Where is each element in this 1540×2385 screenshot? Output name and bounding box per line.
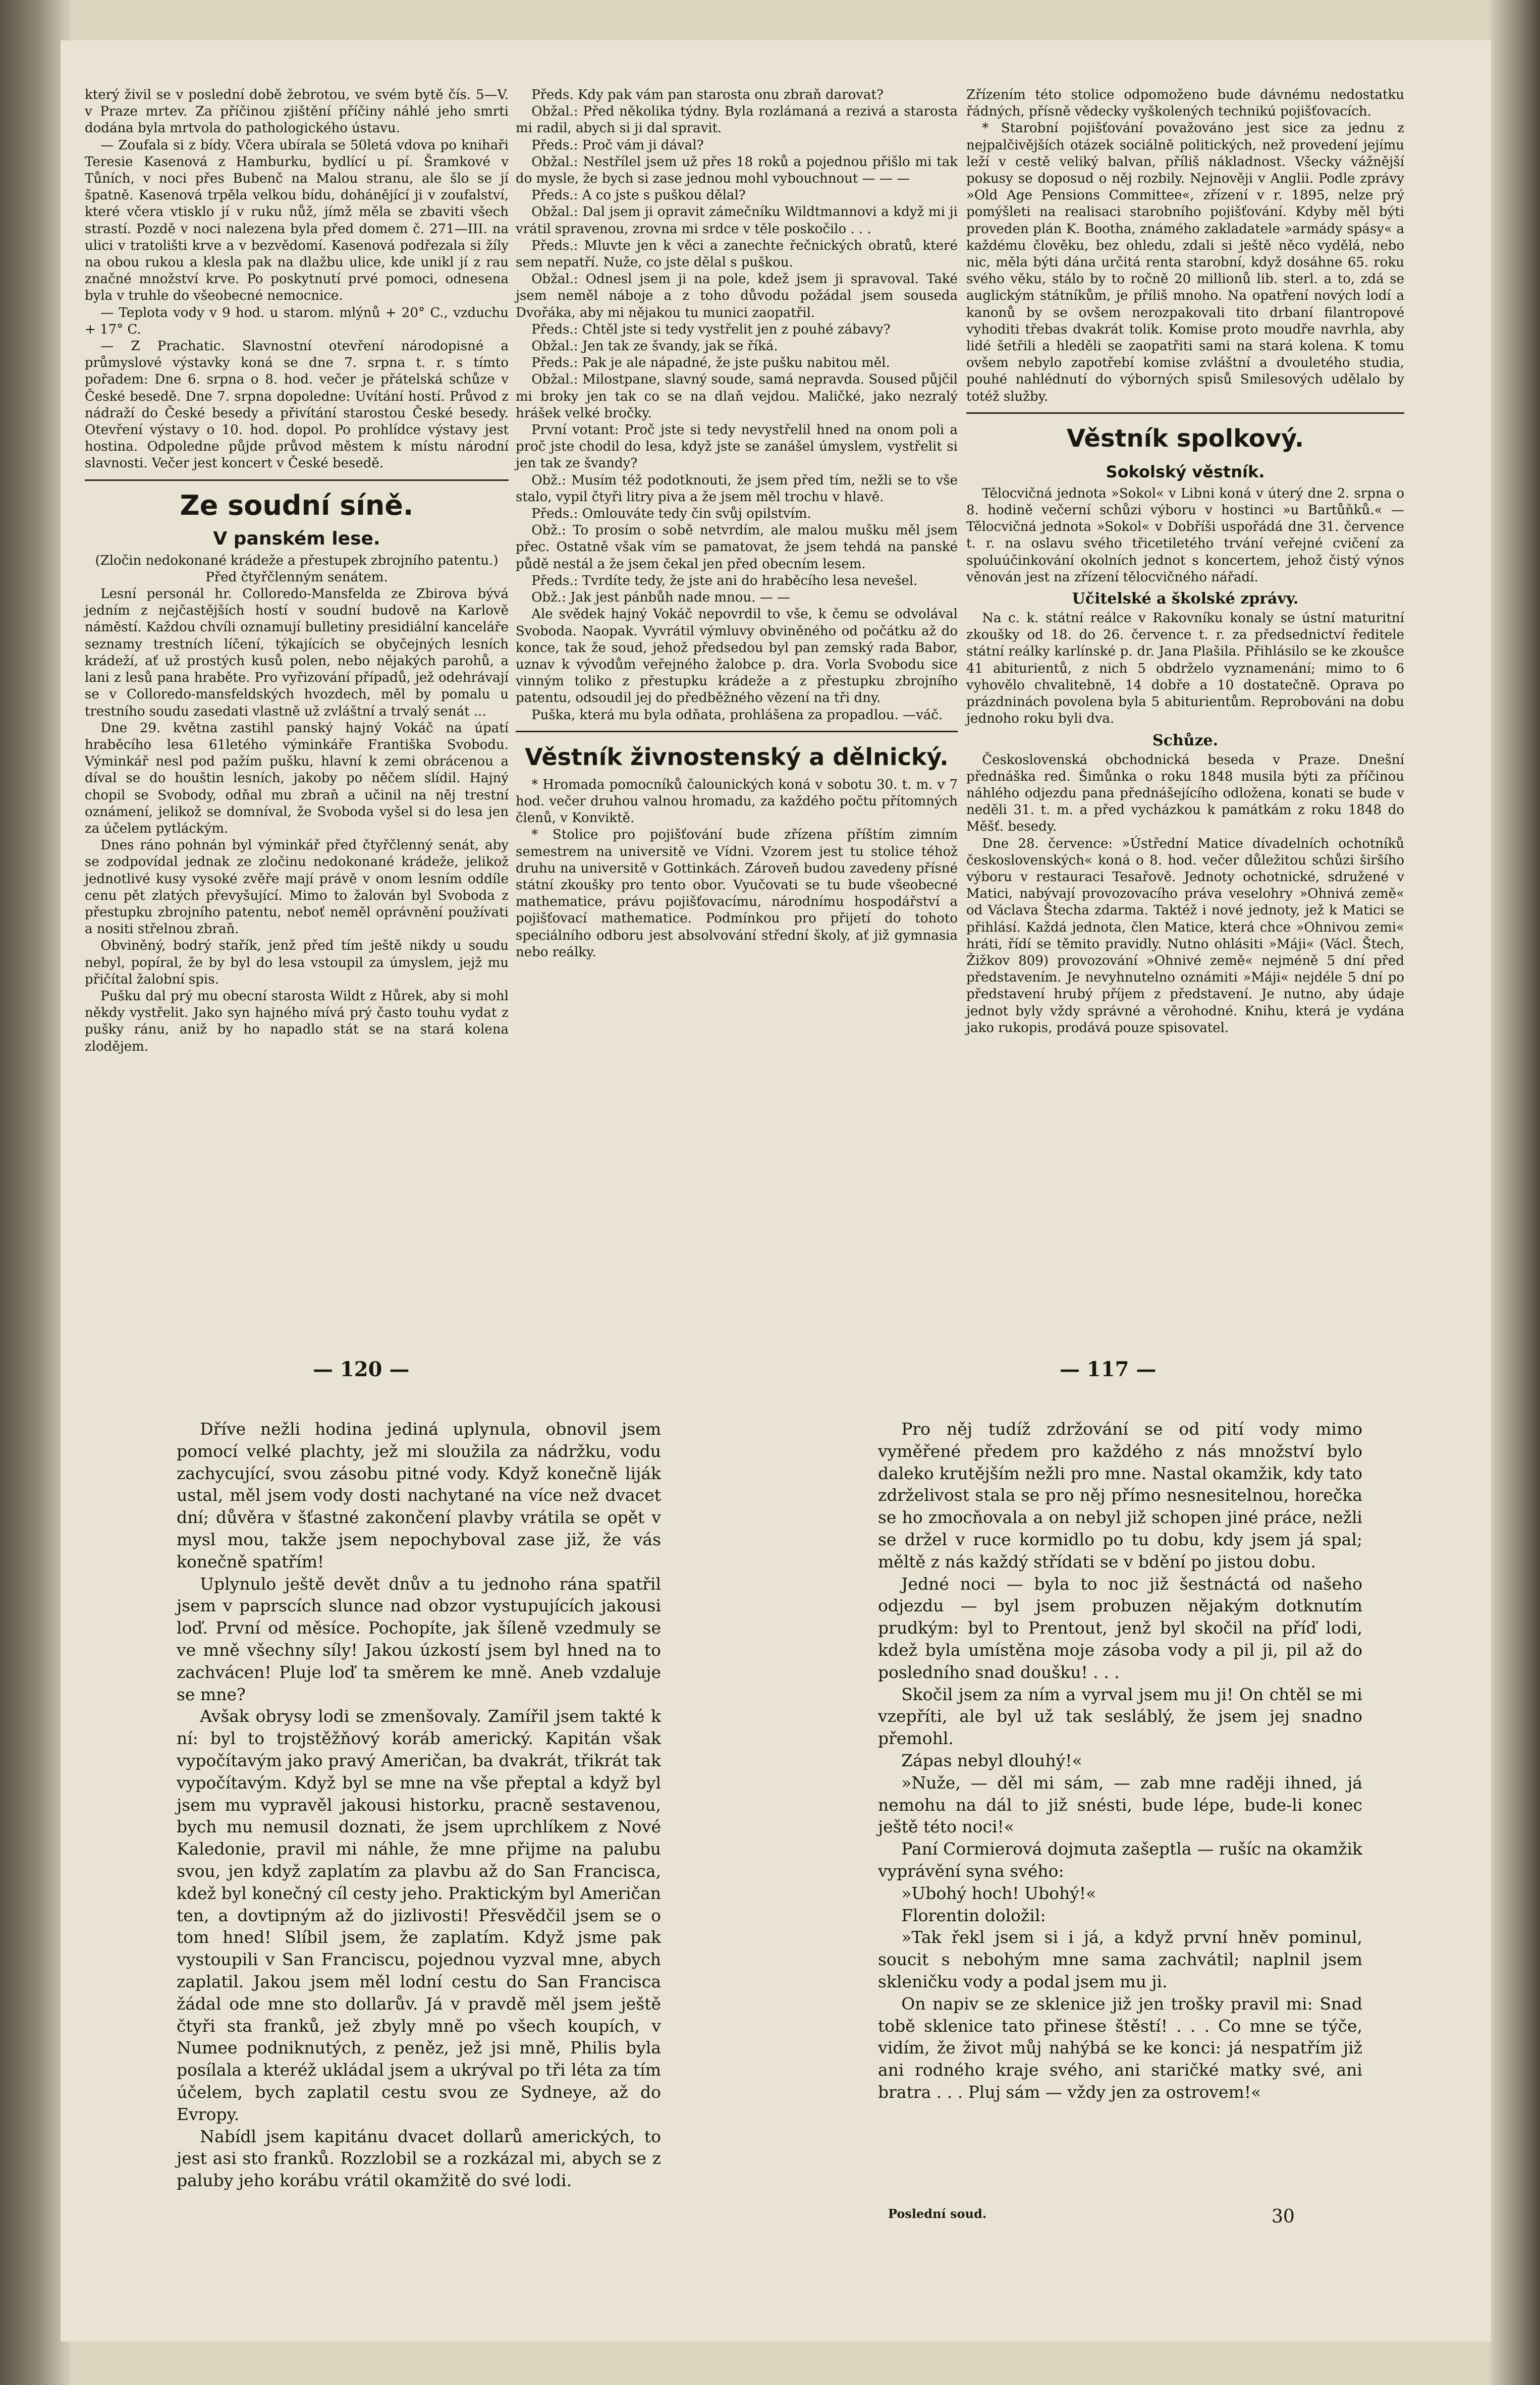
paragraph: Skočil jsem za ním a vyrval jsem mu ji! On chtěl se mi vzepříti, ale byl už tak sesláblý, že jsem jej snadno přemohl. bbox=[878, 1684, 1362, 1749]
paragraph: — Zoufala si z bídy. Včera ubírala se 50letá vdova po knihaři Teresie Kasenová z Hamburku, bydlící u pí. Šramkové v Tůních, v noci přes Bubenč na Malou stranu, ale šlo se jí špatně. Kasenová trpěla velkou bídu, dohánějící ji v zoufalství, které včera vtisklo jí v ruku nůž, jímž měla se zbaviti všech strastí. Pozdě v noci nalezena byla před domem č. 271—III. na ulici v tratolišti krve a v bezvědomí. Kasenová podřezala si žíly na obou rukou a klesla pak na dlažbu ulice, kde unikl jí z rau značné množství krve. Po poskytnutí prvé pomoci, odnesena byla v truhle do všeobecné nemocnice. bbox=[85, 137, 509, 304]
paragraph: Paní Cormierová dojmuta zašeptla — rušíc na okamžik vyprávění syna svého: bbox=[878, 1839, 1362, 1881]
dialogue-line: Obžal.: Před několika týdny. Byla rozlámaná a rezivá a starosta mi radil, abych si ji dal spravit. bbox=[516, 104, 958, 136]
dialogue-line: Obž.: Jak jest pánbůh nade mnou. — — bbox=[531, 590, 791, 606]
book-footer-page: 30 bbox=[1272, 2206, 1295, 2227]
paragraph: — Z Prachatic. Slavnostní otevření národopisné a průmyslové výstavky koná se dne 7. srpna t. r. s tímto pořadem: Dne 6. srpna o 8. hod. večer je přátelská schůze v České besedě. Dne 7. srpna dopoledne: Uvítání hostí. Průvod z nádraží do České besedy a přivítání starostou České besedy. Otevření výstavy o 10. hod. dopol. Po prohlídce výstavy jest hostina. Odpoledne půjde průvod městem k místu národní slavnosti. Večer jest koncert v České besedě. bbox=[85, 339, 509, 471]
book-page-left bbox=[177, 1418, 661, 2192]
section-heading: Věstník spolkový. bbox=[1066, 424, 1304, 453]
dialogue-line: Předs.: A co jste s puškou dělal? bbox=[531, 188, 746, 203]
dialogue-line: Předs.: Chtěl jste si tedy vystřelit jen z pouhé zábavy? bbox=[531, 321, 891, 337]
paragraph: Pušku dal prý mu obecní starosta Wildt z Hůrek, aby si mohl někdy vystřelit. Jako syn hajného mívá prý často touhu vydat z pušky ránu, aniž by ho napadlo stát se na stará kolena zlodějem. bbox=[85, 988, 509, 1054]
paragraph: Dříve nežli hodina jediná uplynula, obnovil jsem pomocí velké plachty, jež mi sloužila za nádržku, vodu zachycující, svou zásobu pitné vody. Když konečně liják ustal, měl jsem vody dosti nachytané na více než dvacet dní; důvěra v šťastné zakončení plavby vrátila se opět v mysl mou, takže jsem nepochyboval zase již, že vás konečně spatřím! bbox=[177, 1419, 661, 1571]
paragraph: Zřízením této stolice odpomoženo bude dávnému nedostatku řádných, přísně vědecky vyškolených technikú pojišťovacích. bbox=[966, 87, 1404, 120]
book-page-right bbox=[878, 1418, 1362, 2103]
dialogue-line: Předs.: Tvrdíte tedy, že jste ani do hraběcího lesa nevešel. bbox=[531, 573, 918, 588]
dialogue-line: Obžal.: Nestřílel jsem už přes 18 roků a pojednou přišlo mi tak do mysle, že bych si zase jednou mohl vybouchnout — — — bbox=[516, 154, 958, 187]
paragraph: Avšak obrysy lodi se zmenšovaly. Zamířil jsem takté k ní: byl to trojstěžňový koráb americký. Kapitán však vypočítavým jako pravý Američan, ba dvakrát, třikrát tak vypočítavým. Když byl se mne na vše přeptal a když byl jsem mu vypravěl jakousi historku, pracně sestavenou, bych mu nemusil doznati, že jsem uprchlíkem z Nové Kaledonie, pravil mi náhle, že mne přijme na palubu svou, jen když zaplatím za plavbu až do San Francisca, kdež byl konečný cíl cesty jeho. Praktickým byl Američan ten, a dovtipným až do jizlivosti! Přesvědčil jsem se o tom hned! Slíbil jsem, že zaplatím. Když jsme pak vystoupili v San Franciscu, pojednou vyzval mne, abych zaplatil. Jakou jsem měl lodní cestu do San Francisca žádal ode mne sto dollarův. Já v pravdě měl jsem ještě čtyři sta franků, jež zbyly mně po všech koupích, v Numee podniknutých, z peněz, jež jsi mně, Philis byla posílala a kteréž ukládal jsem a ukrýval po tři léta za tím účelem, bych zaplatil cestu svou ze Sydneye, až do Evropy. bbox=[177, 1706, 661, 2124]
page-number-right: — 117 — bbox=[1060, 1358, 1157, 1381]
divider bbox=[516, 731, 958, 732]
dialogue-line: Předs.: Mluvte jen k věci a zanechte řečnických obratů, které sem nepatří. Nuže, co jste dělal s puškou. bbox=[516, 238, 958, 270]
divider bbox=[85, 479, 509, 481]
dialogue-line: Obž.: To prosím o sobě netvrdím, ale malou mušku měl jsem přec. Ostatně však vím se pamatovat, že jsem tehdá na panské půdě nestál a že jsem čekal jen před obecním lesem. bbox=[516, 523, 958, 572]
divider bbox=[966, 412, 1404, 414]
book-edge-right bbox=[1490, 0, 1540, 2385]
paragraph: — Teplota vody v 9 hod. u starom. mlýnů + 20° C., vzduchu + 17° C. bbox=[85, 305, 509, 337]
paragraph: Pro něj tudíž zdržování se od pití vody mimo vyměřené předem pro každého z nás množství bylo daleko krutějším nežli pro mne. Nastal okamžik, kdy tato zdrželivost stala se pro něj přímo nesnesitelnou, horečka se ho zmocňovala a on nebyl již schopen jiné práce, nežli se držel v ruce kormidlo po tu dobu, kdy jsem já spal; měltě z nás každý střídati se v bdění po jistou dobu. bbox=[878, 1419, 1362, 1571]
paragraph: Dne 29. května zastihl panský hajný Vokáč na úpatí hraběcího lesa 61letého výminkáře Františka Svobodu. Výminkář nesl pod pažím pušku, hlavní k zemi obrácenou a díval se do houštin lesních, jakoby po něčem slídil. Hajný chopil se Svobody, odňal mu zbraň a učinil na něj trestní oznámení, jelikož se domníval, že Svoboda vyšel si do lesa jen za účelem pytláckým. bbox=[85, 720, 509, 836]
paragraph: »Ubohý hoch! Ubohý!« bbox=[901, 1883, 1096, 1903]
paragraph: On napiv se ze sklenice již jen trošky pravil mi: Snad tobě sklenice tato přinese štěstí! . . . Co mne se týče, vidím, že život můj nahýbá se ke konci: já nespatřím již ani rodného kraje svého, ani staričké matky své, ani bratra . . . Pluj sám — vždy jen za ostrovem!« bbox=[878, 1993, 1362, 2102]
dialogue-line: Obžal.: Jen tak ze švandy, jak se říká. bbox=[531, 339, 778, 354]
paragraph: »Nuže, — děl mi sám, — zab mne raději ihned, já nemohu na dál to již snésti, bude lépe, bude-li konec ještě této noci!« bbox=[878, 1772, 1362, 1837]
paragraph: »Tak řekl jsem si i já, a když první hněv pominul, soucit s nebohým mne sama zachvátil; naplnil jsem skleničku vody a podal jsem mu ji. bbox=[878, 1927, 1362, 1991]
dialogue-line: Předs.: Proč vám ji dával? bbox=[531, 137, 704, 153]
paragraph: Uplynulo ještě devět dnův a tu jednoho rána spatřil jsem v paprscích slunce nad obzor vystupujících jakousi loď. První od měsíce. Pochopíte, jak šíleně vzedmuly se ve mně všechny síly! Jakou úzkostí jsem byl hned na to zachvácen! Pluje loď ta směrem ke mně. Aneb vzdaluje se mne? bbox=[177, 1574, 661, 1704]
paragraph: Zápas nebyl dlouhý!« bbox=[901, 1750, 1082, 1770]
paragraph: Jedné noci — byla to noc již šestnáctá od našeho odjezdu — byl jsem probuzen nějakým dotknutím prudkým: byl to Prentout, jenž byl skočil na příď lodi, kdež byla umístěna moje zásoba vody a pil ji, pil až do posledního snad doušku! . . . bbox=[878, 1574, 1362, 1682]
book-edge-left bbox=[0, 0, 71, 2385]
paragraph: Lesní personál hr. Colloredo-Mansfelda ze Zbirova bývá jedním z nejčastějších hostí v soudní budově na Karlově náměstí. Každou chvíli oznamují bulletiny presidiální kanceláře seznamy trestních líčení, týkajících se obyčejných lesních krádeží, ať už prostých kusů polen, nebo nějakých parohů, a lani z lesů pana hraběte. Pro vyřizování případů, jež odehrávají se v Colloredo-mansfeldských hvozdech, měl by pomalu u trestního soudu zasedati vlastně už zvláštní a trvalý senát ... bbox=[85, 586, 509, 719]
newspaper-column-2 bbox=[516, 87, 958, 961]
paragraph: Florentin doložil: bbox=[901, 1905, 1046, 1925]
dialogue-line: První votant: Proč jste si tedy nevystřelil hned na onom poli a proč jste chodil do lesa, když jste se zanášel úmyslem, vystřelit si jen tak ze švandy? bbox=[516, 422, 958, 471]
dialogue-line: Puška, která mu byla odňata, prohlášena za propadlou. —váč. bbox=[531, 707, 943, 723]
article-caption: (Zločin nedokonané krádeže a přestupek zbrojního patentu.) bbox=[95, 553, 499, 568]
dialogue-line: Obž.: Musím též podotknouti, že jsem před tím, nežli se to vše stalo, vypil čtyři litry piva a že jsem měl trochu v hlavě. bbox=[516, 472, 958, 505]
subsection-heading: Sokolský věstník. bbox=[1106, 462, 1265, 481]
dialogue-line: Ale svědek hajný Vokáč nepovrdil to vše, k čemu se odvolával Svoboda. Naopak. Vyvrátil výmluvy obviněného od počátku až do konce, tak že soud, jehož předsedou byl pan zemský rada Babor, uznav k vývodům veřejného žalobce p. dra. Vorla Svobodu sice vinným toliko z přestupku krádeže a z přestupku zbrojního patentu, odsoudil jej do předběžného vězení na tři dny. bbox=[516, 607, 958, 706]
section-heading: Věstník živnostenský a dělnický. bbox=[525, 743, 949, 771]
newspaper-column-1 bbox=[85, 87, 509, 1055]
article-court: Před čtyřčlenným senátem. bbox=[205, 569, 388, 585]
paragraph: Na c. k. státní reálce v Rakovníku konaly se ústní maturitní zkoušky od 18. do 26. července t. r. za předsednictví ředitele státní reálky karlínské p. dr. Jana Plašila. Přihlásilo se ke zkoušce 41 abiturientů, z nich 5 obdrželo vyznamenání; mimo to 6 vyhovělo chvalitebně, 14 dobře a 10 dostatečně. Oprava po prázdninách povolena byla 5 abiturientům. Reprobováni na dobu jednoho roku byli dva. bbox=[966, 611, 1404, 727]
paragraph: * Stolice pro pojišťování bude zřízena příštím zimním semestrem na universitě ve Vídni. Vzorem jest tu stolice téhož druhu na universitě v Gottinkách. Zároveň budou zavedeny přísné státní zkoušky pro tento obor. Vyučovati se tu bude všeobecné mathematice, právu pojišťovacímu, národnímu hospodářství a pojišťovací mathematice. Podmínkou pro přijetí do tohoto speciálního odboru jest absolvování střední školy, ať již gymnasia nebo reálky. bbox=[516, 827, 958, 960]
dialogue-line: Obžal.: Milostpane, slavný soude, samá nepravda. Soused půjčil mi broky jen tak co se na dlaň vejdou. Maličké, jako nezralý hrášek velké bročky. bbox=[516, 372, 958, 421]
paragraph: Dnes ráno pohnán byl výminkář před čtyřčlenný senát, aby se zodpovídal jednak ze zločinu nedokonané krádeže, jelikož jednotlivé kusy vysoké zvěře mají právě v onom lesním oddíle cenu pět zlatých převyšující. Mimo to žalován byl Svoboda z přestupku zbrojního patentu, neboť neměl oprávnění používati a nositi střelnou zbraň. bbox=[85, 838, 509, 937]
dialogue-line: Předs.: Omlouváte tedy čin svůj opilstvím. bbox=[531, 506, 811, 522]
paragraph: Nabídl jsem kapitánu dvacet dollarů amerických, to jest asi sto franků. Rozzlobil se a rozkázal mi, abych se z paluby jeho korábu vrátil okamžitě do své lodi. bbox=[177, 2126, 661, 2191]
page-number-left: — 120 — bbox=[313, 1358, 410, 1381]
article-title: V panském lese. bbox=[213, 528, 380, 549]
subsection-heading: Učitelské a školské zprávy. bbox=[1072, 590, 1299, 608]
newspaper-column-3 bbox=[966, 87, 1404, 1037]
paragraph: * Starobní pojišťování považováno jest sice za jednu z nejpalčivějších otázek sociálně politických, než provedení jejímu leží v cestě veliký balvan, příliš nákladnost. Všecky vážnější pokusy se doposud o něj rozbily. Nejnověji v Anglii. Podle zprávy »Old Age Pensions Committee«, zřízení v r. 1895, nelze prý pomýšleti na realisaci starobního pojišťování. Kdyby měl býti proveden plán K. Bootha, známého zakladatele »armády spásy« a každému člověku, bez ohledu, zdali si ještě něco vydělá, nebo nic, měla býti dána určitá renta starobní, když dosáhne 65. roku svého věku, stálo by to ročně 20 millionů lib. sterl. a to, zdá se auglickým státníkům, je příliš mnoho. Na opatření nových lodí a kanonů by se ovšem nerozpakovali tito drbaní filantropové vyhoditi třebas dvakrát tolik. Komise proto moudře navrhla, aby lidé šetřili a hleděli se zaopatřiti sami na stará kolena. K tomu ovšem nebylo zapotřebí komise zvláštní a dvouletého studia, pouhé nahlédnutí do výborných spisů Smilesových udělalo by totéž služby. bbox=[966, 121, 1404, 404]
dialogue-line: Obžal.: Dal jsem ji opravit zámečníku Wildtmannovi a když mi ji vrátil spravenou, zrovna mi srdce v těle poskočilo . . . bbox=[516, 204, 958, 237]
paragraph: Tělocvičná jednota »Sokol« v Libni koná v úterý dne 2. srpna o 8. hodině večerní schůzi výboru v hostinci »u Bartůňků.« — Tělocvičná jednota »Sokol« v Dobříši uspořádá dne 31. července t. r. na oslavu svého třicetiletého trvání veřejné cvičení za spoluúčinkování okolních jednot s koncertem, jehož čistý výnos věnován jest na zřízení tělocvičného nářadí. bbox=[966, 485, 1404, 585]
subsection-heading: Schůze. bbox=[1152, 731, 1219, 749]
paragraph: Obviněný, bodrý stařík, jenž před tím ještě nikdy u soudu nebyl, popíral, že by byl do lesa vstoupil za úmyslem, jejž mu přičítal žalobní spis. bbox=[85, 938, 509, 987]
book-footer-title: Poslední soud. bbox=[888, 2206, 987, 2221]
section-heading: Ze soudní síně. bbox=[180, 489, 414, 521]
paragraph: Dne 28. července: »Ústřední Matice dívadelních ochotníků československých« koná o 8. hod. večer důležitou schůzi širšího výboru v restauraci Tesařově. Jednoty ochotnické, sdružené v Matici, nabývají provozovacího práva veselohry »Ohnivá země« od Václava Štecha zdarma. Taktéž i nové jednoty, jež k Matici se přihlásí. Každá jednota, člen Matice, která chce »Ohnivou zemi« hráti, řídí se těmito pravidly. Nutno ohlásiti »Máji« (Václ. Štech, Žižkov 809) provozování »Ohnivé země« nejméně 5 dní před představením. Je nevyhnutelno oznámiti »Máji« nejdéle 5 dní po představení hrubý příjem z představení. Je nutno, aby údaje jednot byly vždy správné a věrohodné. Knihu, která je vydána jako rukopis, prodává pouze spisovatel. bbox=[966, 836, 1404, 1036]
dialogue-line: Předs. Kdy pak vám pan starosta onu zbraň darovat? bbox=[531, 87, 884, 102]
dialogue-line: Předs.: Pak je ale nápadné, že jste pušku nabitou měl. bbox=[531, 355, 890, 371]
paragraph: * Hromada pomocníků čalounických koná v sobotu 30. t. m. v 7 hod. večer druhou valnou hromadu, za každého počtu přítomných členů, v Konviktě. bbox=[516, 777, 958, 826]
dialogue-line: Obžal.: Odnesl jsem ji na pole, kdež jsem ji spravoval. Také jsem neměl náboje a z toho důvodu požádal jsem souseda Dvořáka, aby mi nějakou tu munici zaopatřil. bbox=[516, 272, 958, 320]
paragraph: který živil se v poslední době žebrotou, ve svém bytě čís. 5—V. v Praze mrtev. Za příčinou zjištění příčiny náhlé jeho smrti dodána byla mrtvola do pathologického ústavu. bbox=[85, 87, 509, 136]
paragraph: Československá obchodnická beseda v Praze. Dnešní přednáška red. Šimůnka o roku 1848 musila býti za příčinou náhlého odjezdu pana přednášejícího odložena, konati se bude v neděli 31. t. m. a před vycházkou k památkám z roku 1848 do Měšť. besedy. bbox=[966, 752, 1404, 835]
